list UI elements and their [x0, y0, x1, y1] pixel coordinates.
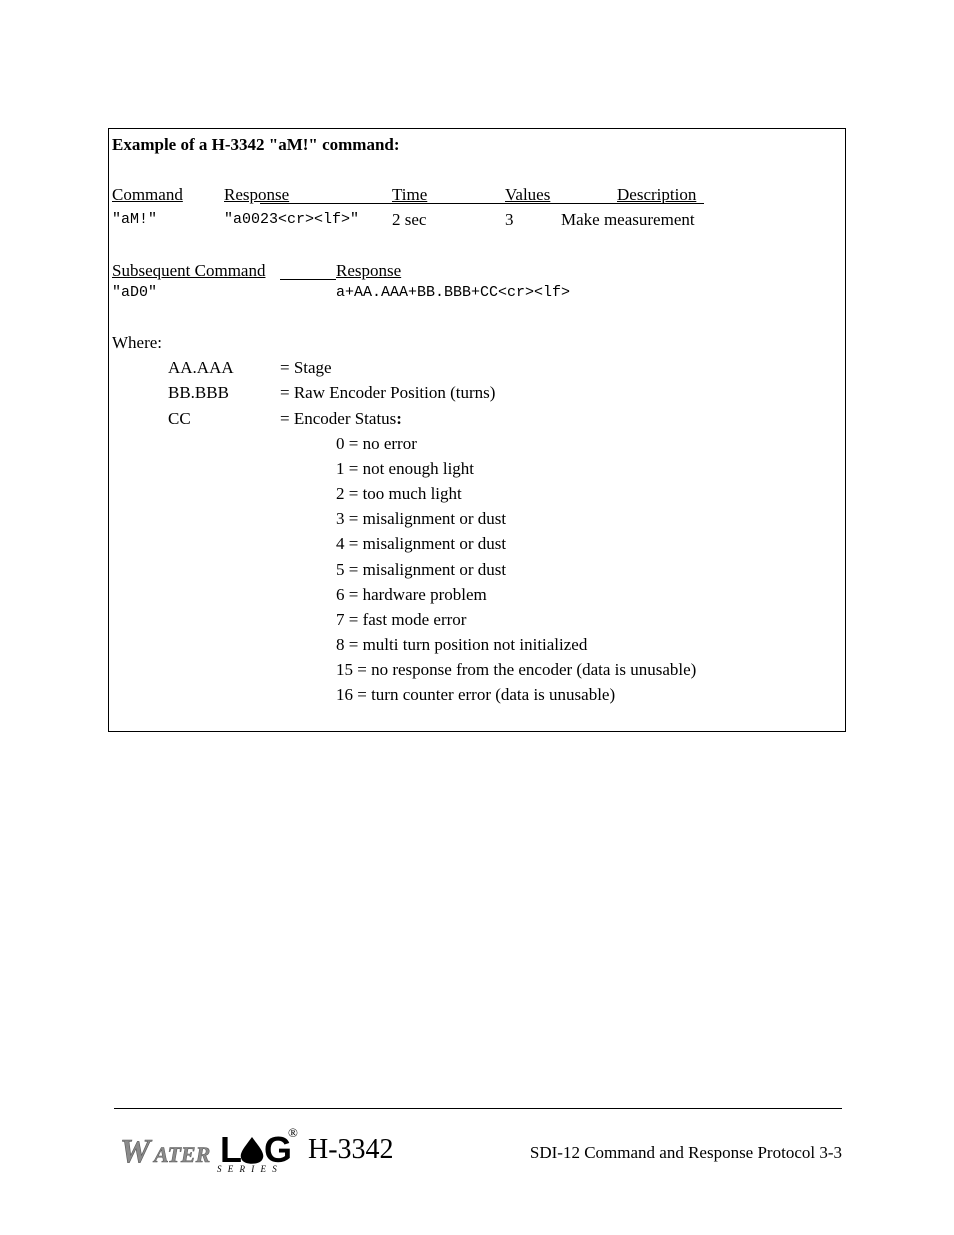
registered-mark: ®: [288, 1125, 298, 1140]
status-code-item: 3 = misalignment or dust: [336, 509, 507, 528]
where-label: Where:: [112, 333, 163, 352]
svg-text:W: W: [120, 1133, 151, 1170]
footer-rule: [114, 1108, 842, 1109]
definition-meaning: = Encoder Status:: [280, 409, 402, 428]
header-underline: [260, 203, 704, 204]
status-code-item: 7 = fast mode error: [336, 610, 467, 629]
subsequent-header-command: Subsequent Command: [112, 261, 266, 280]
status-code-item: 6 = hardware problem: [336, 585, 487, 604]
waterlog-logo: [118, 1124, 298, 1174]
definition-term: CC: [168, 409, 191, 428]
definition-term: BB.BBB: [168, 383, 229, 402]
svg-text:G: G: [264, 1129, 293, 1170]
definition-meaning: = Stage: [280, 358, 332, 377]
row-response: "a0023<cr><lf>": [224, 211, 360, 228]
subsequent-response: a+AA.AAA+BB.BBB+CC<cr><lf>: [336, 284, 571, 301]
example-title: Example of a H-3342 "aM!" command:: [112, 135, 400, 154]
footer-model: H-3342: [308, 1134, 394, 1165]
status-code-item: 8 = multi turn position not initialized: [336, 635, 588, 654]
header-command: Command: [112, 185, 183, 204]
row-command: "aM!": [112, 211, 158, 228]
footer-page-caption: SDI-12 Command and Response Protocol 3-3: [529, 1143, 842, 1162]
definition-term: AA.AAA: [168, 358, 234, 377]
row-values: 3: [505, 210, 514, 229]
status-code-item: 5 = misalignment or dust: [336, 560, 507, 579]
header-time: Time: [392, 185, 428, 204]
header-response: Response: [224, 185, 290, 204]
status-code-item: 15 = no response from the encoder (data is unusable): [336, 660, 697, 679]
waterlog-logo-graphic: [118, 1124, 298, 1174]
row-time: 2 sec: [392, 210, 427, 229]
status-code-item: 4 = misalignment or dust: [336, 534, 507, 553]
subsequent-command: "aD0": [112, 284, 158, 301]
header-values: Values: [505, 185, 551, 204]
status-code-item: 1 = not enough light: [336, 459, 475, 478]
subsequent-header-underline: [280, 279, 336, 280]
status-code-item: 0 = no error: [336, 434, 417, 453]
definition-meaning: = Raw Encoder Position (turns): [280, 383, 496, 402]
subsequent-header-response: Response: [336, 261, 402, 280]
svg-text:ATER: ATER: [154, 1142, 211, 1167]
svg-text:L: L: [220, 1129, 242, 1170]
svg-text:S E R I E S: S E R I E S: [217, 1164, 279, 1174]
status-code-item: 2 = too much light: [336, 484, 462, 503]
row-description: Make measurement: [561, 210, 695, 229]
status-code-item: 16 = turn counter error (data is unusable): [336, 685, 616, 704]
header-description: Description: [617, 185, 697, 204]
